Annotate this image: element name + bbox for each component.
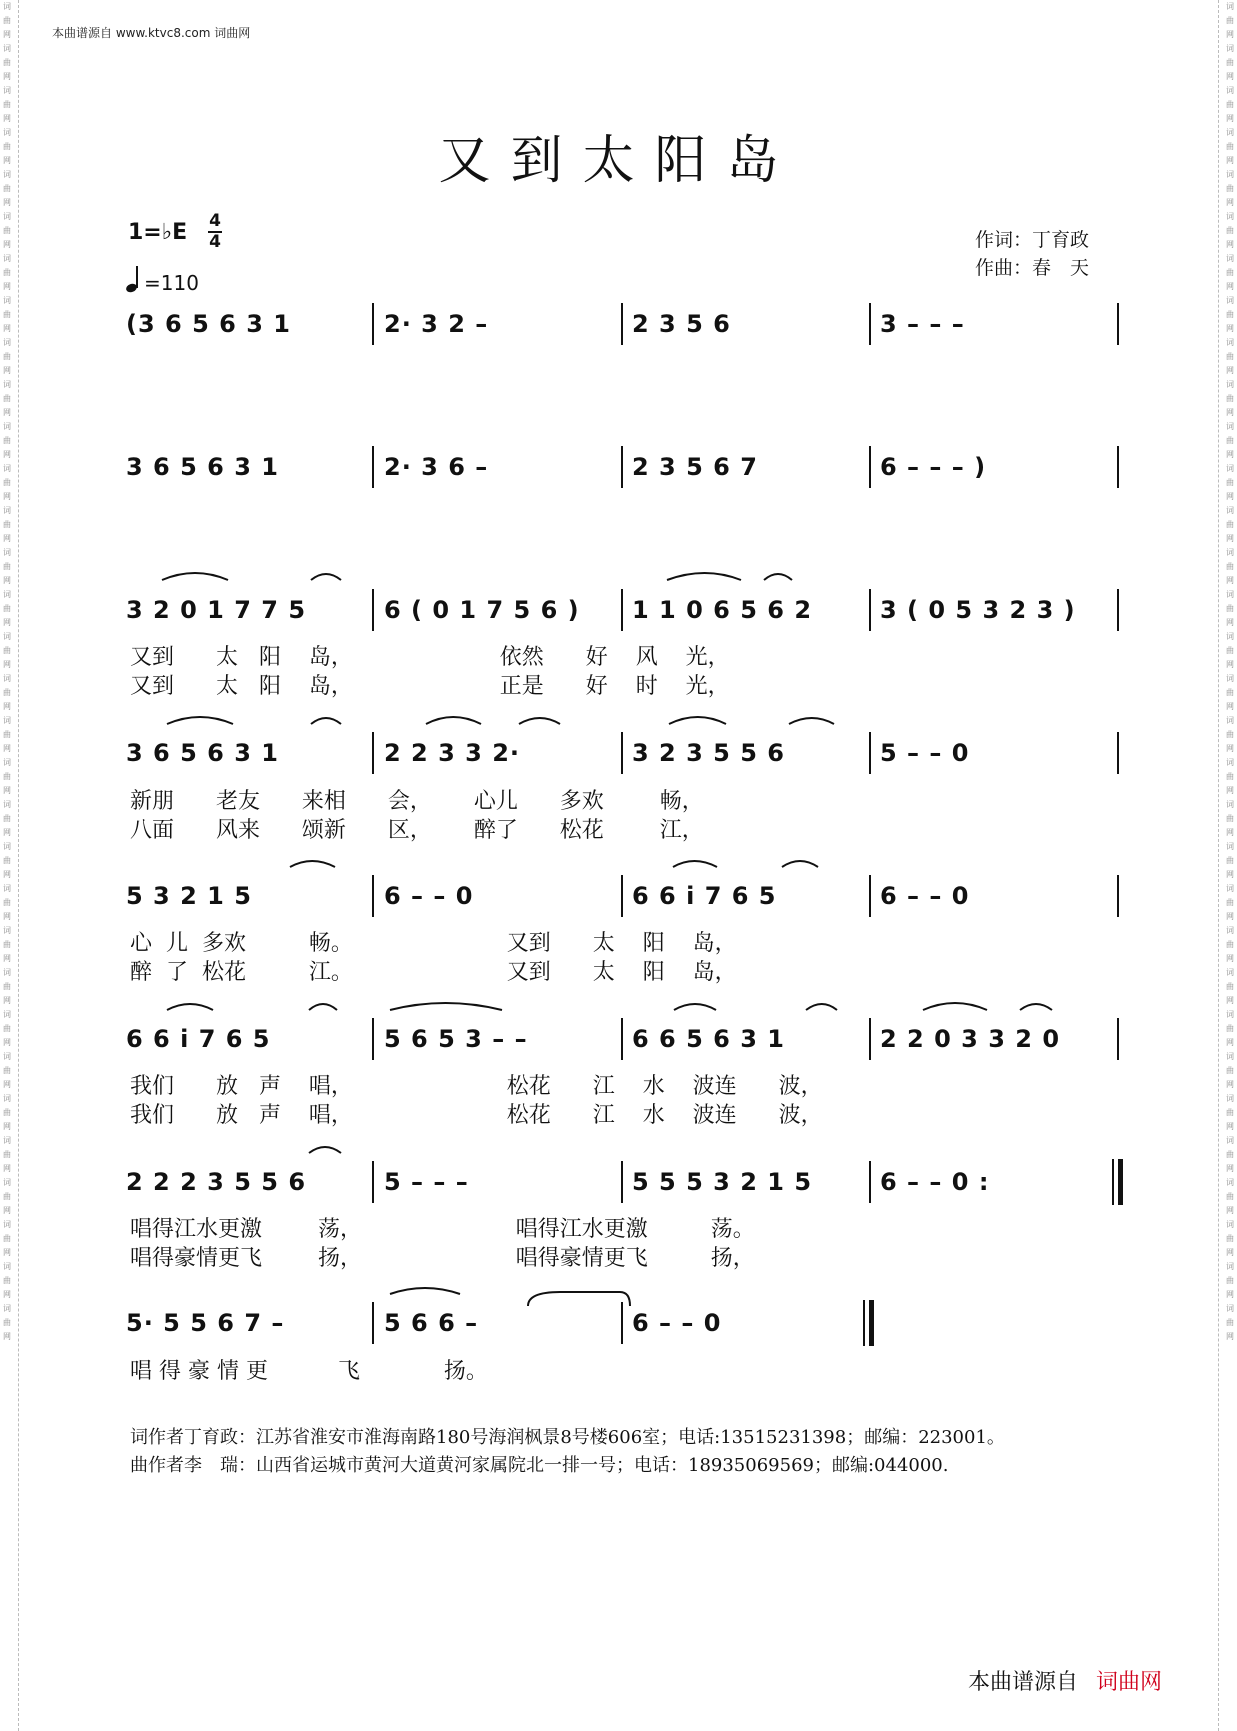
barline bbox=[1117, 732, 1119, 774]
time-signature bbox=[208, 212, 222, 252]
lyric-row-2-line-2: 八面 风来 颂新 区， 醉了 松花 江， bbox=[130, 818, 704, 843]
measure: 2 3 5 6 7 bbox=[632, 453, 758, 481]
slur bbox=[1020, 1004, 1052, 1010]
left-dashed-border bbox=[18, 0, 19, 1731]
slur bbox=[806, 1004, 837, 1010]
measure: 6 – – 0 bbox=[632, 1309, 722, 1337]
barline bbox=[621, 732, 623, 774]
score-row-1 bbox=[126, 297, 1121, 351]
time-signature-bottom: 4 bbox=[209, 232, 221, 252]
measure: 3 2 3 5 5 6 bbox=[632, 739, 785, 767]
measure: 6 – – 0 bbox=[880, 882, 970, 910]
measure: 2 2 0 3 3 2 0 bbox=[880, 1025, 1061, 1053]
measure: 3 6 5 6 3 1 bbox=[126, 453, 279, 481]
score-row-3 bbox=[126, 583, 1121, 637]
lyric-row-5-line-2: 唱得豪情更飞 扬， 唱得豪情更飞 扬， bbox=[130, 1246, 755, 1271]
repeat-barline-thin bbox=[1112, 1159, 1114, 1205]
barline bbox=[621, 1161, 623, 1203]
right-watermark-strip: 词曲网 词曲网 词曲网 词曲网 词曲网 词曲网 词曲网 词曲网 词曲网 词曲网 词曲网 词曲网 词曲网 词曲网 词曲网 词曲网 词曲网 词曲网 词曲网 词曲网 词曲网 词曲网 词曲网 词曲网 词曲网 词曲网 词曲网 词曲网 词曲网 词曲网 词曲网 词曲网 bbox=[1226, 2, 1234, 1341]
final-barline-thin bbox=[863, 1300, 865, 1346]
barline bbox=[372, 1018, 374, 1060]
slur bbox=[309, 1147, 341, 1153]
composer-contact: 曲作者李 瑞：山西省运城市黄河大道黄河家属院北一排一号；电话：18935069569；邮编:044000. bbox=[130, 1455, 949, 1476]
tempo-marking: =110 bbox=[126, 266, 199, 295]
barline bbox=[1117, 875, 1119, 917]
barline bbox=[621, 1018, 623, 1060]
measure: 3 ( 0 5 3 2 3 ) bbox=[880, 596, 1076, 624]
score-row-6 bbox=[126, 1012, 1121, 1066]
measure: 5 – – – bbox=[384, 1168, 469, 1196]
barline bbox=[372, 589, 374, 631]
song-title: 又到太阳岛 bbox=[438, 131, 799, 191]
barline bbox=[1117, 1018, 1119, 1060]
barline bbox=[621, 303, 623, 345]
barline bbox=[372, 1302, 374, 1344]
barline bbox=[869, 1018, 871, 1060]
measure: 6 – – 0 : bbox=[880, 1168, 990, 1196]
composer-credit: 作曲：春 天 bbox=[975, 257, 1090, 279]
measure: 5 6 6 – bbox=[384, 1309, 479, 1337]
measure: 6 6 5 6 3 1 bbox=[632, 1025, 785, 1053]
slur bbox=[669, 717, 726, 724]
barline bbox=[621, 589, 623, 631]
barline bbox=[621, 875, 623, 917]
barline bbox=[1117, 446, 1119, 488]
slur bbox=[290, 861, 335, 867]
slur bbox=[789, 718, 834, 724]
slur bbox=[426, 717, 481, 724]
source-header: 本曲谱源自 www.ktvc8.com 词曲网 bbox=[52, 26, 251, 40]
slur bbox=[162, 573, 228, 580]
credits bbox=[975, 226, 1089, 282]
measure: 3 – – – bbox=[880, 310, 965, 338]
slur bbox=[764, 574, 792, 580]
time-signature-top: 4 bbox=[209, 211, 221, 231]
measure: (3 6 5 6 3 1 bbox=[126, 310, 291, 338]
slur bbox=[674, 1004, 716, 1010]
bottom-source bbox=[968, 1665, 1162, 1696]
measure: 5· 5 5 6 7 – bbox=[126, 1309, 285, 1337]
measure: 5 – – 0 bbox=[880, 739, 970, 767]
measure: 1 1 0 6 5 6 2 bbox=[632, 596, 813, 624]
measure: 6 – – 0 bbox=[384, 882, 474, 910]
slur bbox=[167, 1004, 213, 1010]
measure: 3 6 5 6 3 1 bbox=[126, 739, 279, 767]
measure: 6 6 i 7 6 5 bbox=[632, 882, 777, 910]
contact-footer bbox=[130, 1424, 1005, 1480]
measure: 6 ( 0 1 7 5 6 ) bbox=[384, 596, 580, 624]
lyric-row-6-line-1: 唱 得 豪 情 更 飞 扬。 bbox=[130, 1359, 488, 1384]
lyricist-credit: 作词：丁育政 bbox=[975, 229, 1090, 251]
lyric-verse-2-line-1: 又到 太 阳 岛， 正是 好 时 光， bbox=[130, 674, 730, 699]
lyric-row-4-line-2: 我们 放 声 唱， 松花 江 水 波连 波， bbox=[130, 1103, 823, 1128]
key-signature: 1=♭E bbox=[128, 220, 188, 245]
measure: 2 2 2 3 5 5 6 bbox=[126, 1168, 307, 1196]
barline bbox=[869, 732, 871, 774]
score-row-8 bbox=[126, 1296, 1121, 1350]
barline bbox=[372, 732, 374, 774]
repeat-barline-thick bbox=[1118, 1159, 1123, 1205]
measure: 3 2 0 1 7 7 5 bbox=[126, 596, 307, 624]
barline bbox=[869, 446, 871, 488]
barline bbox=[869, 589, 871, 631]
slur bbox=[390, 1003, 502, 1010]
slur bbox=[782, 861, 818, 867]
barline bbox=[372, 303, 374, 345]
barline bbox=[621, 446, 623, 488]
barline bbox=[621, 1302, 623, 1344]
barline bbox=[372, 1161, 374, 1203]
barline bbox=[372, 875, 374, 917]
barline bbox=[372, 446, 374, 488]
measure: 2 3 5 6 bbox=[632, 310, 731, 338]
score-row-5 bbox=[126, 869, 1121, 923]
lyricist-contact: 词作者丁育政：江苏省淮安市淮海南路180号海润枫景8号楼606室；电话:13515231398；邮编：223001。 bbox=[130, 1427, 1005, 1448]
measure: 6 6 i 7 6 5 bbox=[126, 1025, 271, 1053]
measure: 2· 3 2 – bbox=[384, 310, 489, 338]
slur bbox=[311, 718, 341, 724]
slur bbox=[390, 1288, 460, 1294]
barline bbox=[1117, 589, 1119, 631]
barline bbox=[1117, 303, 1119, 345]
slur bbox=[923, 1003, 987, 1010]
left-watermark-strip: 词曲网 词曲网 词曲网 词曲网 词曲网 词曲网 词曲网 词曲网 词曲网 词曲网 词曲网 词曲网 词曲网 词曲网 词曲网 词曲网 词曲网 词曲网 词曲网 词曲网 词曲网 词曲网 词曲网 词曲网 词曲网 词曲网 词曲网 词曲网 词曲网 词曲网 词曲网 词曲网 bbox=[3, 2, 11, 1341]
slur bbox=[309, 1004, 337, 1010]
final-barline-thick bbox=[869, 1300, 874, 1346]
measure: 5 3 2 1 5 bbox=[126, 882, 252, 910]
bottom-source-label: 本曲谱源自 bbox=[968, 1670, 1079, 1695]
slur bbox=[673, 861, 717, 867]
barline bbox=[869, 1161, 871, 1203]
barline bbox=[869, 875, 871, 917]
right-dashed-border bbox=[1218, 0, 1219, 1731]
bottom-source-site-link[interactable]: 词曲网 bbox=[1096, 1670, 1163, 1695]
slur bbox=[167, 717, 233, 724]
slur bbox=[519, 718, 560, 724]
lyric-row-5-line-1: 唱得江水更激 荡， 唱得江水更激 荡。 bbox=[130, 1217, 755, 1242]
score-row-2 bbox=[126, 440, 1121, 494]
measure: 6 – – – ) bbox=[880, 453, 987, 481]
measure: 5 5 5 3 2 1 5 bbox=[632, 1168, 813, 1196]
measure: 2 2 3 3 2· bbox=[384, 739, 521, 767]
barline bbox=[869, 303, 871, 345]
lyric-row-3-line-2: 醉 了 松花 江。 又到 太 阳 岛， bbox=[130, 960, 737, 985]
lyric-row-2-line-1: 新朋 老友 来相 会， 心儿 多欢 畅， bbox=[130, 789, 704, 814]
slur bbox=[667, 573, 741, 580]
measure: 2· 3 6 – bbox=[384, 453, 489, 481]
score-row-7 bbox=[126, 1155, 1121, 1209]
score-row-4 bbox=[126, 726, 1121, 780]
lyric-verse-1-line-1: 又到 太 阳 岛， 依然 好 风 光， bbox=[130, 645, 730, 670]
lyric-row-3-line-1: 心 儿 多欢 畅。 又到 太 阳 岛， bbox=[130, 931, 737, 956]
quarter-note-icon bbox=[125, 282, 138, 293]
slur bbox=[311, 574, 341, 580]
lyric-row-4-line-1: 我们 放 声 唱， 松花 江 水 波连 波， bbox=[130, 1074, 823, 1099]
measure: 5 6 5 3 – – bbox=[384, 1025, 528, 1053]
